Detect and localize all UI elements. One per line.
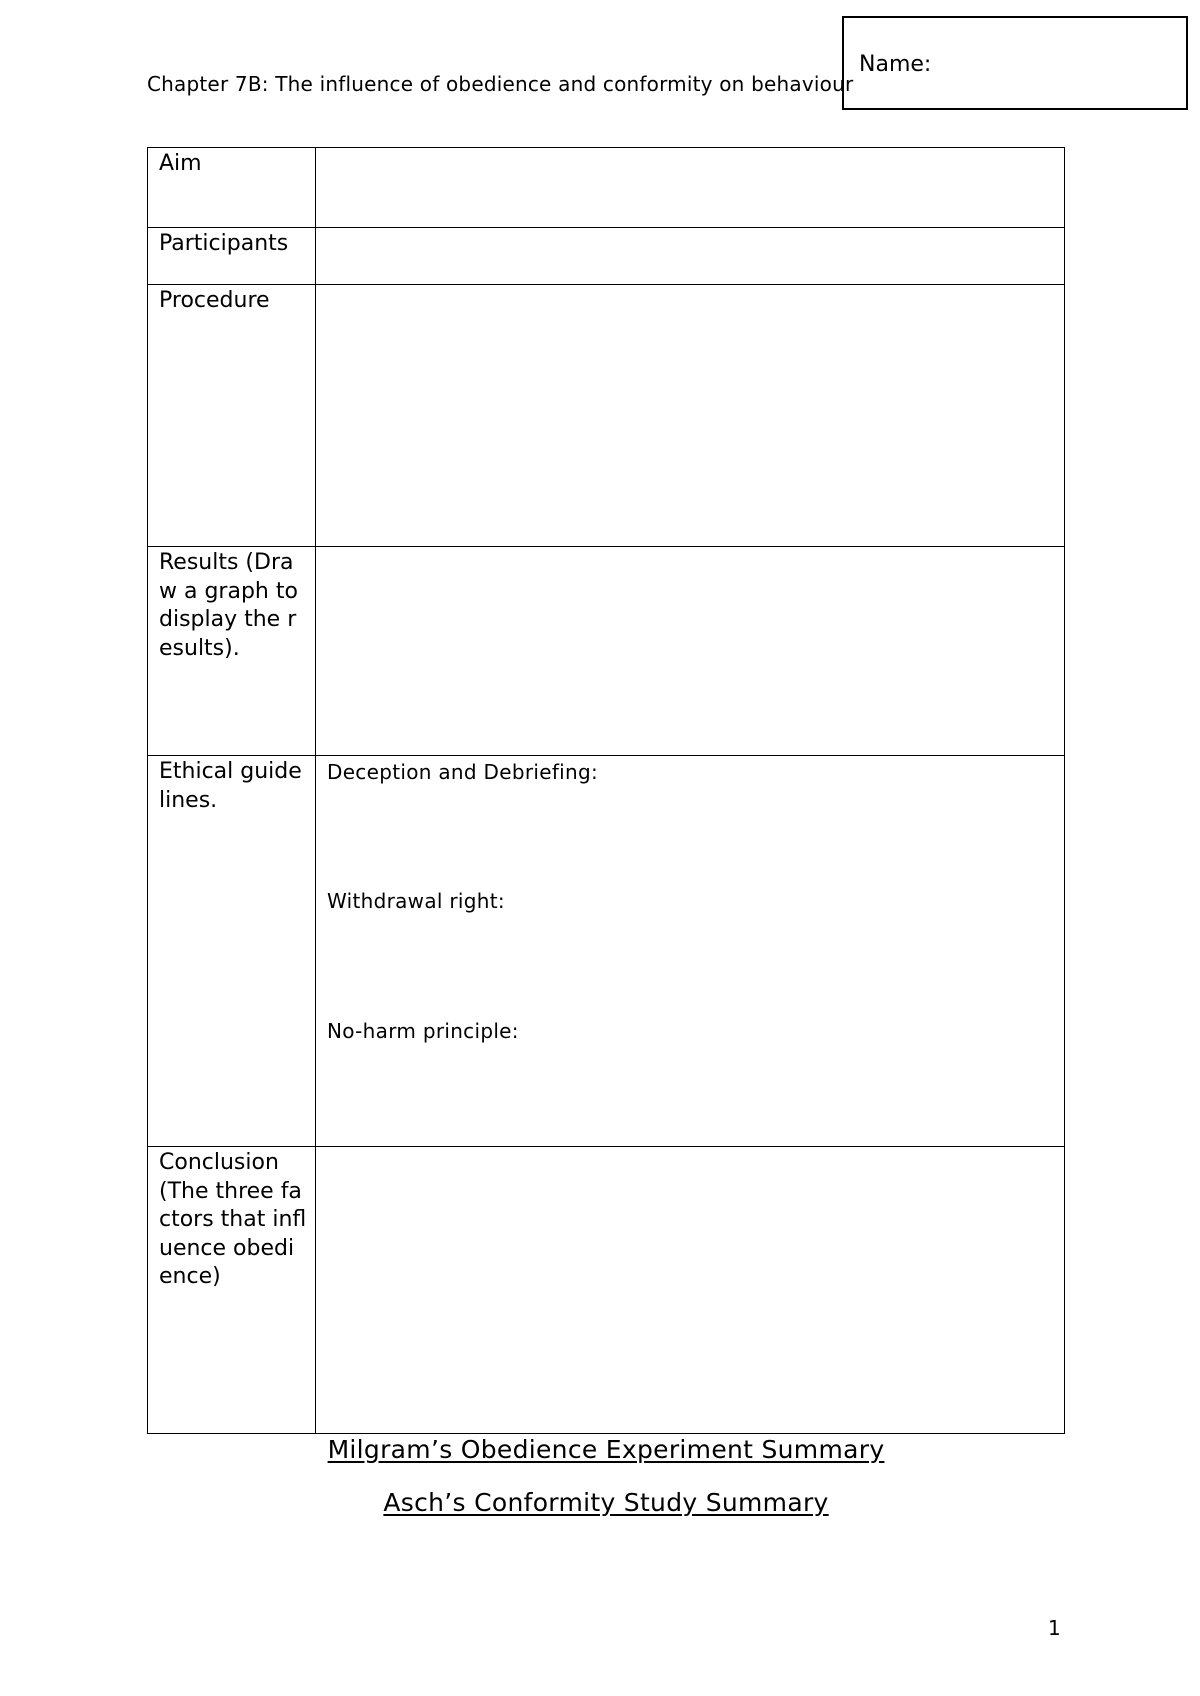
answer-cell-results[interactable]	[316, 547, 1065, 756]
deception-debriefing-label: Deception and Debriefing:	[327, 760, 599, 784]
table-row-conclusion	[148, 1147, 1065, 1434]
answer-cell-aim[interactable]	[316, 148, 1065, 228]
answer-cell-ethical-guidelines[interactable]	[316, 756, 1065, 1147]
page-number: 1	[1048, 1616, 1061, 1640]
table-row-aim	[148, 148, 1065, 228]
row-label-results: Results (Draw a graph to display the results).	[148, 547, 316, 756]
row-label-ethical-guidelines: Ethical guidelines.	[148, 756, 316, 1147]
asch-summary-title: Asch’s Conformity Study Summary	[383, 1488, 829, 1517]
row-label-procedure: Procedure	[148, 285, 316, 547]
chapter-title: Chapter 7B: The influence of obedience and conformity on behaviour	[147, 72, 854, 96]
table-row-participants	[148, 228, 1065, 285]
answer-cell-procedure[interactable]	[316, 285, 1065, 547]
answer-cell-participants[interactable]	[316, 228, 1065, 285]
row-label-conclusion: Conclusion (The three factors that influence obedience)	[148, 1147, 316, 1434]
table-row-results	[148, 547, 1065, 756]
summary-table	[147, 147, 1065, 1434]
name-box[interactable]	[842, 16, 1188, 110]
row-label-participants: Participants	[148, 228, 316, 285]
row-label-aim: Aim	[148, 148, 316, 228]
name-label: Name:	[859, 52, 932, 77]
answer-cell-conclusion[interactable]	[316, 1147, 1065, 1434]
table-row-ethical-guidelines	[148, 756, 1065, 1147]
withdrawal-right-label: Withdrawal right:	[327, 889, 505, 913]
no-harm-principle-label: No-harm principle:	[327, 1019, 519, 1043]
table-row-procedure	[148, 285, 1065, 547]
milgram-summary-title: Milgram’s Obedience Experiment Summary	[327, 1435, 885, 1464]
